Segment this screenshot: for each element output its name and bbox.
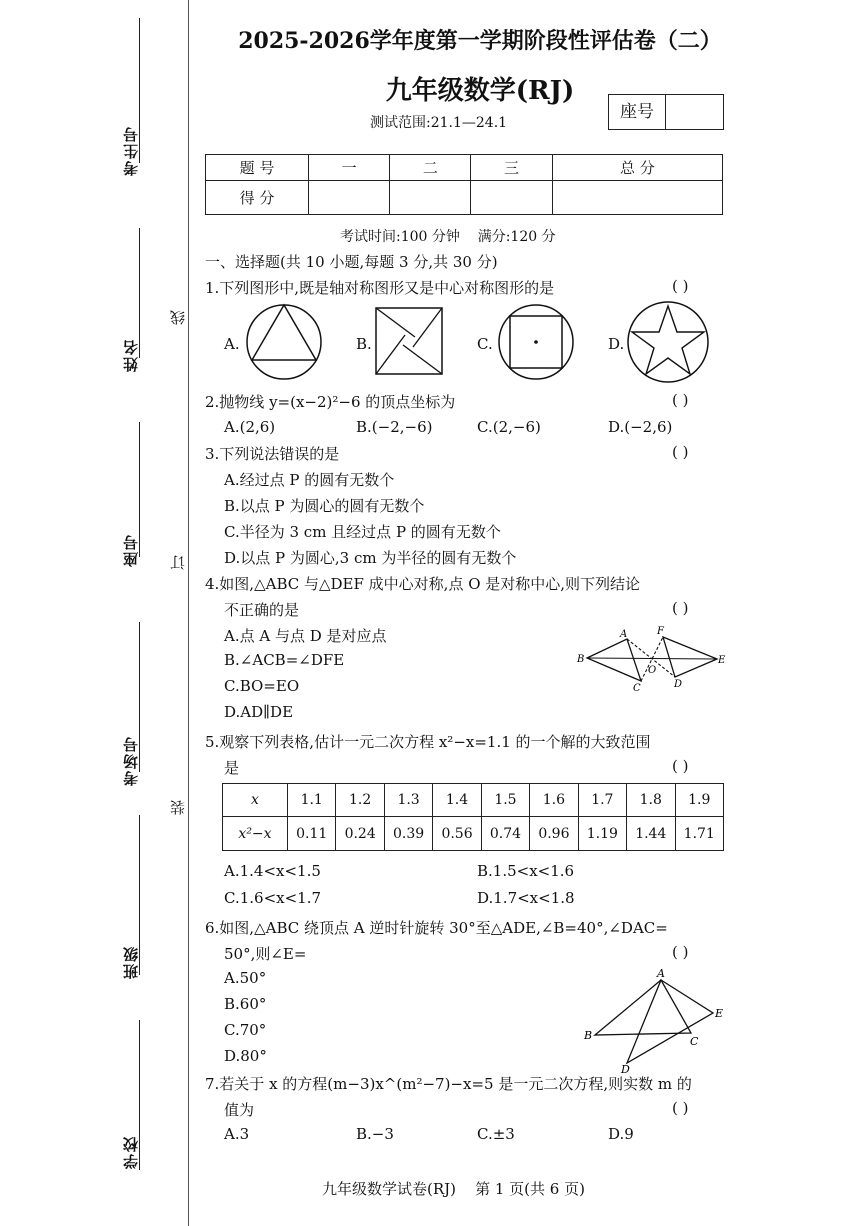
q6-stem: 6.如图,△ABC 绕顶点 A 逆时针旋转 30°至△ADE,∠B=40°,∠DAC= [205, 919, 668, 937]
q1-fig-a [244, 304, 324, 384]
q6-label-a: A [657, 967, 665, 980]
margin-label-seat: 座号 [122, 533, 140, 567]
score-header-cell: 一 [309, 155, 390, 181]
q5-table-cell: 0.74 [481, 817, 529, 851]
q3-option-a: A.经过点 P 的圆有无数个 [224, 471, 395, 489]
q5-table-cell: 0.96 [530, 817, 578, 851]
q5-table-cell: 0.24 [336, 817, 384, 851]
section-heading: 一、选择题(共 10 小题,每题 3 分,共 30 分) [205, 253, 498, 271]
q6-label-c: C [690, 1035, 699, 1048]
page-subtitle: 九年级数学(RJ) [385, 76, 575, 106]
score-header-cell: 三 [471, 155, 552, 181]
q5-table-cell: 1.4 [433, 784, 481, 817]
q5-table-cell: 0.39 [384, 817, 432, 851]
q7-stem-cont: 值为 [224, 1101, 255, 1119]
binding-mark-line: 线 [169, 310, 187, 325]
q6-label-e: E [715, 1007, 724, 1020]
margin-label-school: 学校 [122, 1135, 140, 1169]
score-cell[interactable] [309, 181, 390, 215]
q1-fig-d [626, 302, 710, 386]
q1-option-d: D. [608, 335, 625, 353]
q5-table-cell: 1.1 [288, 784, 336, 817]
score-table [205, 154, 723, 215]
q4-label-o: O [648, 665, 657, 676]
q6-option-b: B.60° [224, 995, 267, 1013]
q5-table-cell: 1.44 [627, 817, 675, 851]
q5-table-cell: 1.8 [627, 784, 675, 817]
q1-option-b: B. [356, 335, 372, 353]
q2-option-a: A.(2,6) [224, 418, 276, 436]
q4-stem-cont: 不正确的是 [224, 601, 300, 619]
score-header-cell: 题 号 [206, 155, 309, 181]
q6-label-d: D [621, 1063, 630, 1076]
q1-fig-c [496, 304, 576, 384]
q7-answer-paren[interactable]: ( ) [672, 1099, 689, 1117]
q3-option-b: B.以点 P 为圆心的圆有无数个 [224, 497, 425, 515]
q5-table-cell: x²−x [223, 817, 288, 851]
seat-box [608, 94, 724, 130]
test-range: 测试范围:21.1—24.1 [370, 115, 508, 131]
q1-stem: 1.下列图形中,既是轴对称图形又是中心对称图形的是 [205, 279, 555, 297]
binding-mark-ding: 订 [169, 555, 187, 570]
q5-stem-cont: 是 [224, 759, 240, 777]
q7-option-c: C.±3 [477, 1125, 515, 1143]
q7-option-d: D.9 [608, 1125, 634, 1143]
q5-stem: 5.观察下列表格,估计一元二次方程 x²−x=1.1 的一个解的大致范围 [205, 733, 651, 751]
q7-stem: 7.若关于 x 的方程(m−3)x^(m²−7)−x=5 是一元二次方程,则实数 m 的 [205, 1075, 692, 1093]
q4-option-c: C.BO=EO [224, 677, 300, 695]
q4-option-d: D.AD∥DE [224, 703, 294, 721]
q6-label-b: B [584, 1029, 593, 1042]
q4-label-b: B [577, 654, 585, 665]
q2-option-b: B.(−2,−6) [356, 418, 433, 436]
q1-fig-b [375, 307, 445, 377]
q5-table-cell: x [223, 784, 288, 817]
score-row-label: 得 分 [206, 181, 309, 215]
q2-option-c: C.(2,−6) [477, 418, 541, 436]
score-header-cell: 总 分 [552, 155, 722, 181]
q6-stem-cont: 50°,则∠E= [224, 945, 307, 963]
q1-option-c: C. [477, 335, 493, 353]
exam-info: 考试时间:100 分钟 满分:120 分 [340, 229, 556, 245]
score-cell[interactable] [390, 181, 471, 215]
q2-option-d: D.(−2,6) [608, 418, 673, 436]
q5-table-cell: 1.2 [336, 784, 384, 817]
q6-figure [583, 965, 728, 1075]
q5-table-cell: 1.5 [481, 784, 529, 817]
q5-table-cell: 0.11 [288, 817, 336, 851]
q6-option-d: D.80° [224, 1047, 267, 1065]
q3-stem: 3.下列说法错误的是 [205, 445, 340, 463]
q7-option-a: A.3 [224, 1125, 250, 1143]
q4-figure [575, 625, 730, 695]
q4-option-b: B.∠ACB=∠DFE [224, 651, 345, 669]
margin-label-name: 姓名 [122, 338, 140, 372]
q7-option-b: B.−3 [356, 1125, 394, 1143]
score-cell[interactable] [552, 181, 722, 215]
q6-option-a: A.50° [224, 969, 267, 987]
q5-table-cell: 1.7 [578, 784, 626, 817]
q3-option-c: C.半径为 3 cm 且经过点 P 的圆有无数个 [224, 523, 501, 541]
q4-label-c: C [633, 683, 641, 694]
binding-border [188, 0, 189, 1226]
q5-table-cell: 1.19 [578, 817, 626, 851]
q5-option-b: B.1.5<x<1.6 [477, 862, 575, 880]
q5-table-cell: 1.3 [384, 784, 432, 817]
q1-option-a: A. [224, 335, 240, 353]
q5-table [222, 783, 724, 851]
seat-label: 座号 [609, 95, 666, 129]
q3-option-d: D.以点 P 为圆心,3 cm 为半径的圆有无数个 [224, 549, 517, 567]
q4-label-f: F [657, 626, 664, 637]
q5-table-cell: 1.71 [675, 817, 724, 851]
page-title: 2025-2026学年度第一学期阶段性评估卷（二） [238, 28, 722, 54]
margin-label-exam-room: 考场号 [122, 735, 140, 786]
q3-answer-paren[interactable]: ( ) [672, 443, 689, 461]
q5-option-c: C.1.6<x<1.7 [224, 889, 322, 907]
q4-answer-paren[interactable]: ( ) [672, 599, 689, 617]
q5-table-cell: 0.56 [433, 817, 481, 851]
q5-answer-paren[interactable]: ( ) [672, 757, 689, 775]
margin-label-exam-no: 考生号 [122, 125, 140, 176]
score-header-cell: 二 [390, 155, 471, 181]
q2-stem: 2.抛物线 y=(x−2)²−6 的顶点坐标为 [205, 393, 456, 411]
q6-answer-paren[interactable]: ( ) [672, 943, 689, 961]
binding-mark-zhuang: 装 [169, 800, 187, 815]
q4-option-a: A.点 A 与点 D 是对应点 [224, 627, 387, 645]
q5-table-cell: 1.6 [530, 784, 578, 817]
q5-option-d: D.1.7<x<1.8 [477, 889, 575, 907]
q5-option-a: A.1.4<x<1.5 [224, 862, 321, 880]
q1-answer-paren[interactable]: ( ) [672, 277, 689, 295]
q4-label-a: A [620, 629, 628, 640]
q4-label-e: E [718, 655, 726, 666]
q2-answer-paren[interactable]: ( ) [672, 391, 689, 409]
q6-option-c: C.70° [224, 1021, 267, 1039]
q5-table-cell: 1.9 [675, 784, 724, 817]
q4-stem: 4.如图,△ABC 与△DEF 成中心对称,点 O 是对称中心,则下列结论 [205, 575, 641, 593]
margin-label-class: 班级 [122, 945, 140, 979]
score-cell[interactable] [471, 181, 552, 215]
q4-label-d: D [674, 679, 683, 690]
page-footer: 九年级数学试卷(RJ) 第 1 页(共 6 页) [322, 1180, 585, 1198]
